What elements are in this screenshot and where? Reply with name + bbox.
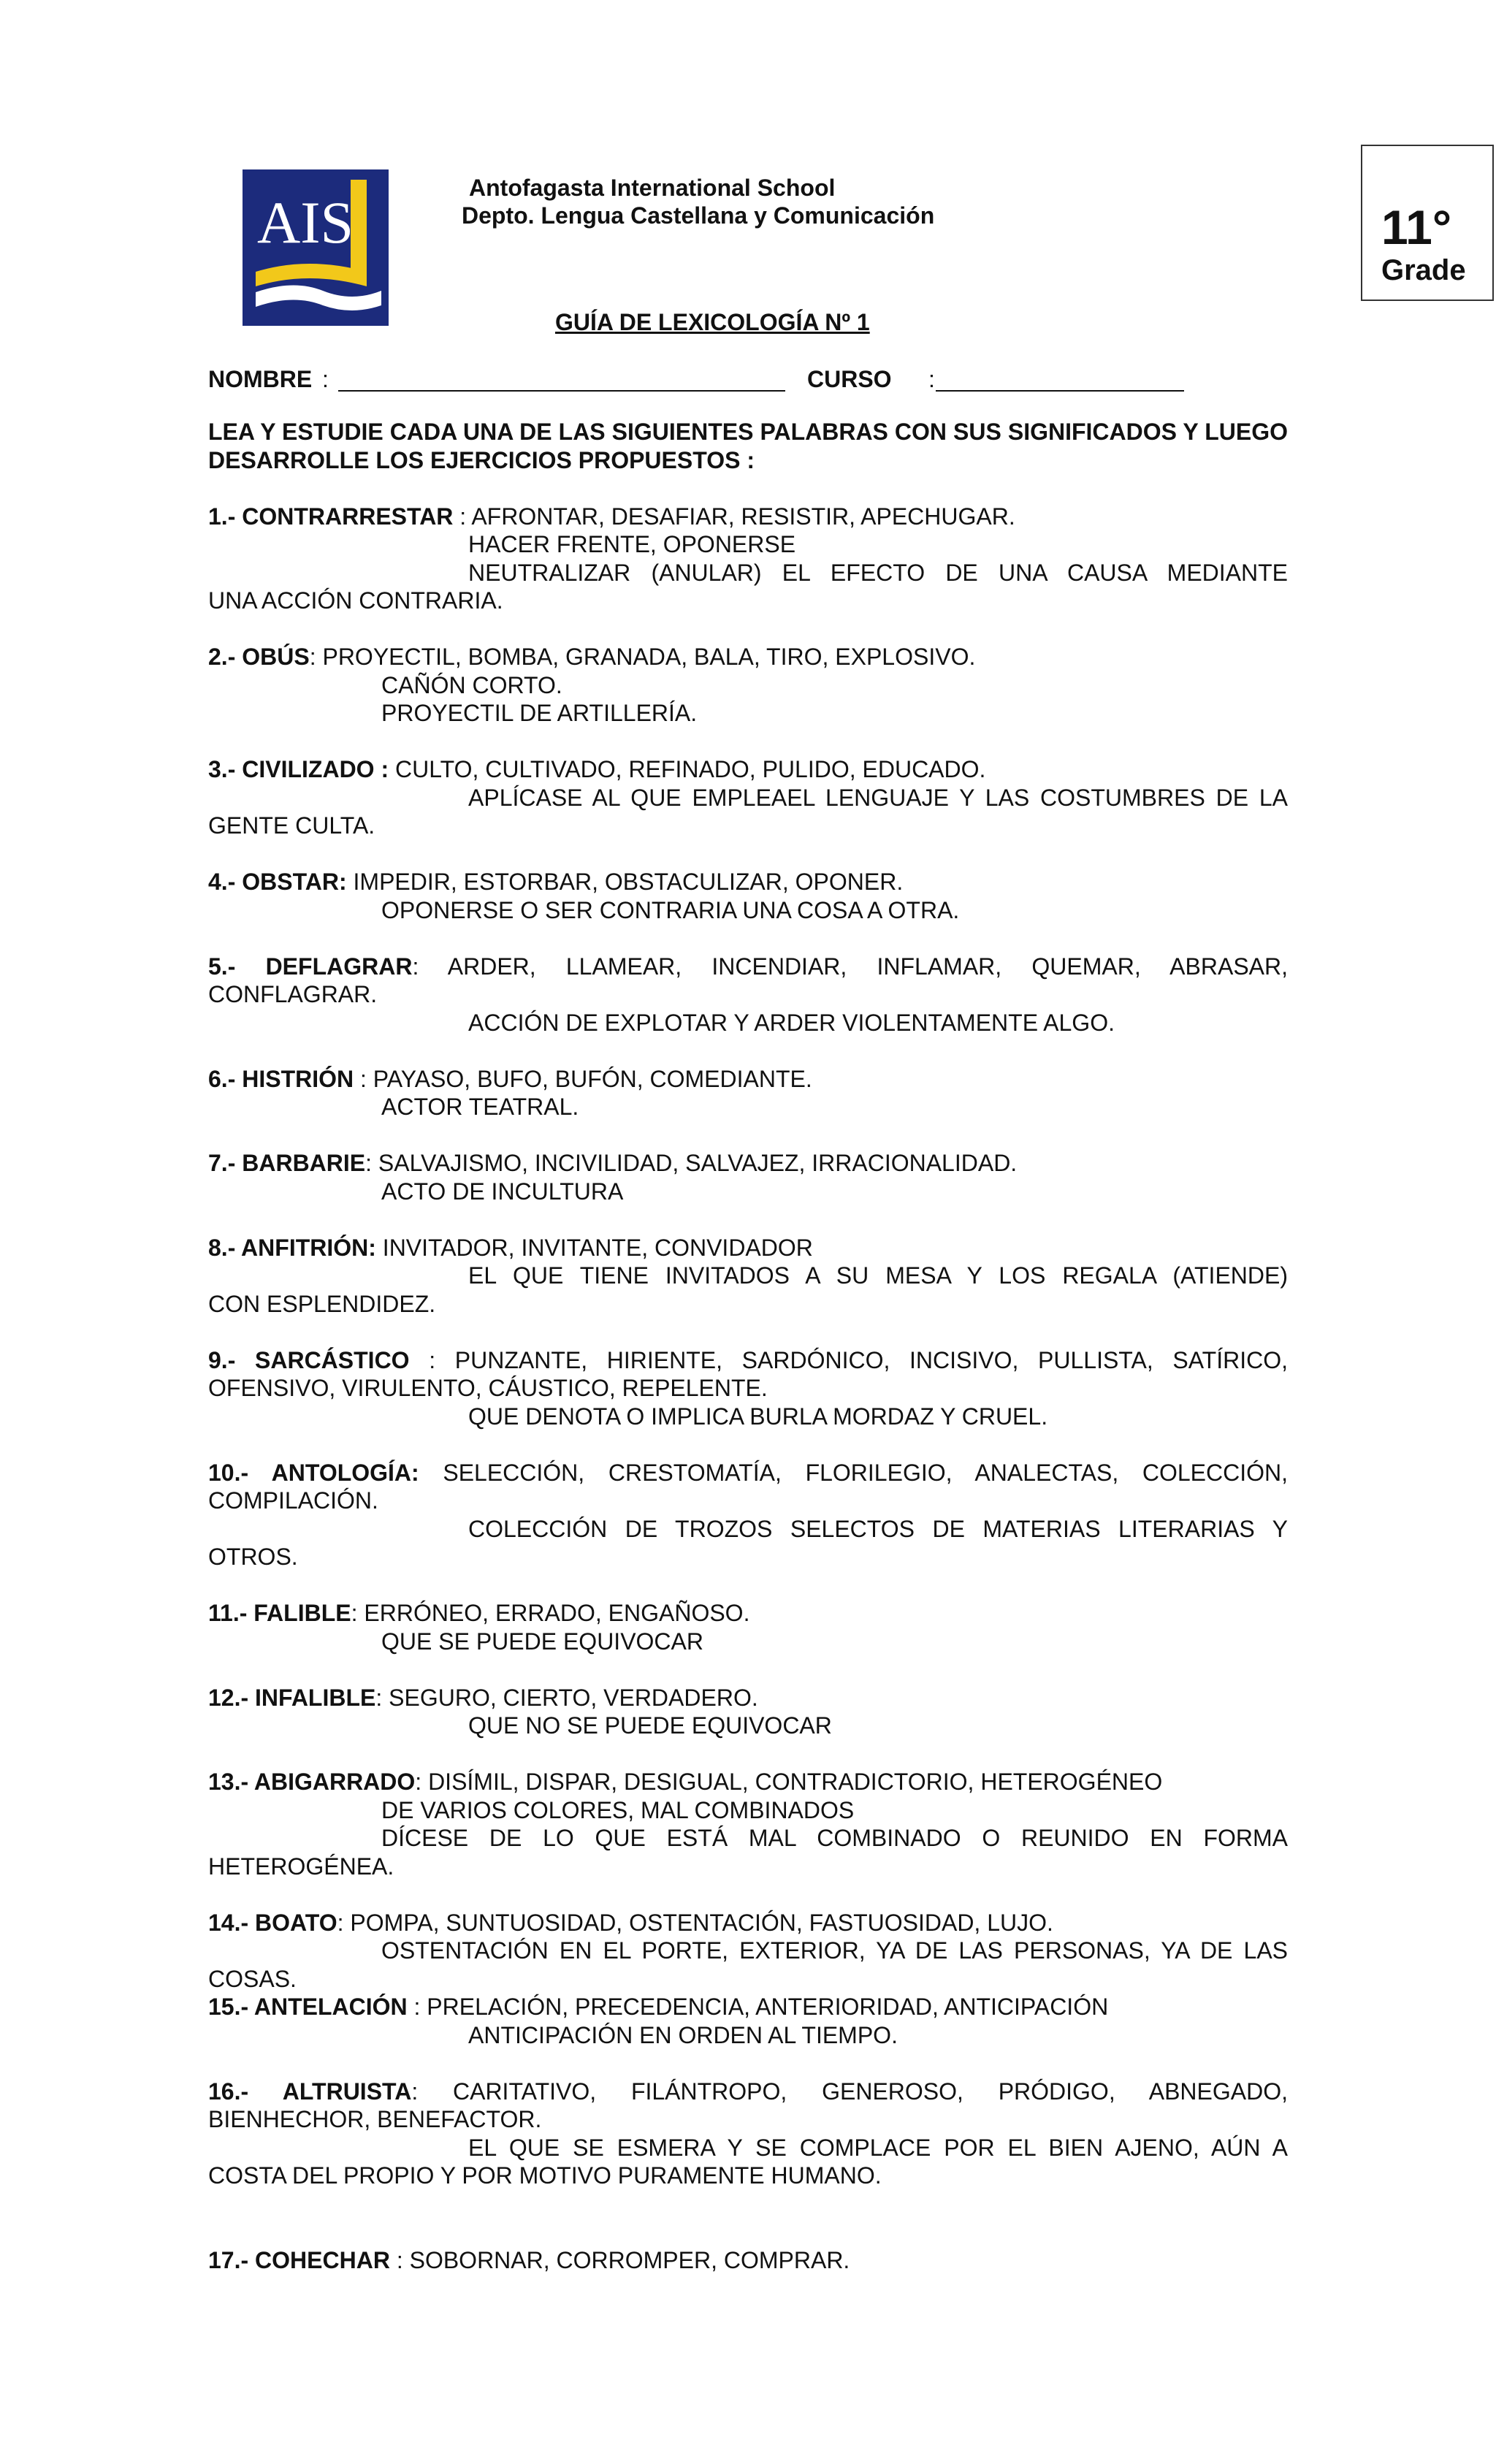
- entry-word: CONTRARRESTAR: [242, 503, 454, 530]
- entry-definition-line: APLÍCASE AL QUE EMPLEAEL LENGUAJE Y LAS COSTUMBRES DE LA: [468, 784, 1288, 811]
- entry-headline: [208, 755, 1288, 784]
- entry-word: FALIBLE: [253, 1600, 351, 1626]
- vocabulary-entry: [208, 953, 1288, 1037]
- entry-synonyms: : SALVAJISMO, INCIVILIDAD, SALVAJEZ, IRRACIONALIDAD.: [365, 1150, 1018, 1176]
- course-field[interactable]: [936, 390, 1184, 392]
- entry-headline: [208, 1684, 1288, 1712]
- entry-synonyms: INVITADOR, INVITANTE, CONVIDADOR: [375, 1234, 813, 1261]
- entry-word: ALTRUISTA: [282, 2078, 412, 2105]
- vocabulary-entry: [208, 755, 1288, 840]
- school-logo: [243, 169, 389, 326]
- vocabulary-entry: [208, 643, 1288, 728]
- entry-definition-line: CON ESPLENDIDEZ.: [208, 1290, 436, 1317]
- entry-definition-line: HACER FRENTE, OPONERSE: [468, 531, 796, 557]
- entry-definition-line: OFENSIVO, VIRULENTO, CÁUSTICO, REPELENTE.: [208, 1375, 768, 1401]
- entry-number: 10.-: [208, 1459, 272, 1486]
- entry-headline: [208, 1346, 1288, 1375]
- entry-synonyms: : ERRÓNEO, ERRADO, ENGAÑOSO.: [351, 1600, 750, 1626]
- entry-definition-line: COLECCIÓN DE TROZOS SELECTOS DE MATERIAS LITERARIAS Y: [468, 1515, 1288, 1542]
- entry-word: OBÚS: [242, 644, 310, 670]
- entry-definition-line: ACTO DE INCULTURA: [381, 1178, 624, 1205]
- entry-number: 14.-: [208, 1909, 256, 1936]
- entry-synonyms: : AFRONTAR, DESAFIAR, RESISTIR, APECHUGAR.: [453, 503, 1015, 530]
- entry-definition-line: ACTOR TEATRAL.: [381, 1094, 579, 1120]
- entry-number: 7.-: [208, 1150, 243, 1176]
- entry-definition-line: CONFLAGRAR.: [208, 981, 378, 1007]
- entry-synonyms: : SOBORNAR, CORROMPER, COMPRAR.: [389, 2246, 850, 2273]
- name-field[interactable]: [338, 390, 785, 392]
- entry-headline: [208, 2078, 1288, 2106]
- entry-number: 17.-: [208, 2246, 256, 2273]
- entry-number: 9.-: [208, 1346, 255, 1373]
- entry-definition-line: QUE DENOTA O IMPLICA BURLA MORDAZ Y CRUEL.: [468, 1403, 1048, 1430]
- vocabulary-entry: [208, 1459, 1288, 1571]
- entry-number: 12.-: [208, 1684, 256, 1711]
- entry-headline: [208, 503, 1288, 531]
- vocabulary-entry: [208, 1909, 1288, 1994]
- entry-definition-line: COMPILACIÓN.: [208, 1487, 378, 1514]
- grade-box: [1361, 145, 1494, 301]
- entry-number: 4.-: [208, 869, 243, 895]
- school-name: Antofagasta International School: [469, 175, 836, 201]
- vocabulary-entry: [208, 1599, 1288, 1655]
- grade-number: 11°: [1381, 200, 1452, 254]
- guide-title: GUÍA DE LEXICOLOGÍA Nº 1: [555, 309, 870, 335]
- vocabulary-list: [208, 503, 1288, 2275]
- entry-definition-line: UNA ACCIÓN CONTRARIA.: [208, 587, 503, 614]
- entry-synonyms: : PAYASO, BUFO, BUFÓN, COMEDIANTE.: [354, 1065, 812, 1092]
- entry-synonyms: : POMPA, SUNTUOSIDAD, OSTENTACIÓN, FASTUOSIDAD, LUJO.: [337, 1909, 1053, 1936]
- entry-number: 1.-: [208, 503, 243, 530]
- entry-word: SARCÁSTICO: [255, 1346, 410, 1373]
- name-label: NOMBRE: [208, 366, 313, 392]
- vocabulary-entry: [208, 2078, 1288, 2190]
- entry-headline: [208, 1234, 1288, 1262]
- entry-definition-line: EL QUE SE ESMERA Y SE COMPLACE POR EL BIEN AJENO, AÚN A: [468, 2134, 1288, 2161]
- course-colon: :: [928, 366, 935, 392]
- entry-synonyms: : ARDER, LLAMEAR, INCENDIAR, INFLAMAR, QUEMAR, ABRASAR,: [412, 953, 1289, 980]
- entry-number: 13.-: [208, 1769, 254, 1795]
- entry-definition-line: DÍCESE DE LO QUE ESTÁ MAL COMBINADO O REUNIDO EN FORMA: [381, 1825, 1288, 1851]
- entry-number: 6.-: [208, 1065, 243, 1092]
- entry-word: BARBARIE: [242, 1150, 366, 1176]
- entry-word: OBSTAR:: [242, 869, 347, 895]
- vocabulary-entry: [208, 868, 1288, 924]
- entry-headline: [208, 1459, 1288, 1487]
- entry-synonyms: : DISÍMIL, DISPAR, DESIGUAL, CONTRADICTORIO, HETEROGÉNEO: [415, 1769, 1163, 1795]
- vocabulary-entry: [208, 1993, 1288, 2049]
- entry-headline: [208, 1599, 1288, 1628]
- entry-word: BOATO: [255, 1909, 337, 1936]
- entry-word: ABIGARRADO: [253, 1769, 416, 1795]
- vocabulary-entry: [208, 1149, 1288, 1205]
- vocabulary-entry: [208, 1684, 1288, 1740]
- entry-definition-line: COSAS.: [208, 1965, 297, 1992]
- entry-headline: [208, 1149, 1288, 1178]
- entry-word: HISTRIÓN: [242, 1065, 354, 1092]
- entry-number: 2.-: [208, 644, 243, 670]
- entry-headline: [208, 868, 1288, 896]
- entry-headline: [208, 2246, 1288, 2275]
- entry-synonyms: IMPEDIR, ESTORBAR, OBSTACULIZAR, OPONER.: [346, 869, 904, 895]
- entry-synonyms: : PUNZANTE, HIRIENTE, SARDÓNICO, INCISIVO, PULLISTA, SATÍRICO,: [409, 1346, 1288, 1373]
- entry-definition-line: ANTICIPACIÓN EN ORDEN AL TIEMPO.: [468, 2021, 898, 2048]
- entry-number: 5.-: [208, 953, 266, 980]
- entry-definition-line: QUE SE PUEDE EQUIVOCAR: [381, 1628, 703, 1655]
- entry-headline: [208, 953, 1288, 981]
- entry-word: ANTOLOGÍA:: [271, 1459, 419, 1486]
- vocabulary-entry: [208, 1346, 1288, 1431]
- entry-synonyms: SELECCIÓN, CRESTOMATÍA, FLORILEGIO, ANALECTAS, COLECCIÓN,: [419, 1459, 1289, 1486]
- vocabulary-entry: [208, 1234, 1288, 1319]
- entry-headline: [208, 1065, 1288, 1094]
- entry-word: CIVILIZADO :: [242, 756, 389, 782]
- entry-definition-line: NEUTRALIZAR (ANULAR) EL EFECTO DE UNA CAUSA MEDIANTE: [468, 559, 1288, 586]
- entry-definition-line: COSTA DEL PROPIO Y POR MOTIVO PURAMENTE HUMANO.: [208, 2162, 882, 2189]
- entry-definition-line: OSTENTACIÓN EN EL PORTE, EXTERIOR, YA DE LAS PERSONAS, YA DE LAS: [381, 1937, 1288, 1964]
- entry-word: DEFLAGRAR: [265, 953, 413, 980]
- student-info-row: [208, 365, 1187, 394]
- name-colon: :: [322, 366, 329, 392]
- entry-definition-line: HETEROGÉNEA.: [208, 1853, 394, 1880]
- instructions: LEA Y ESTUDIE CADA UNA DE LAS SIGUIENTES PALABRAS CON SUS SIGNIFICADOS Y LUEGO DESARROLLE LOS EJERCICIOS PROPUESTOS :: [208, 419, 1288, 473]
- entry-definition-line: OPONERSE O SER CONTRARIA UNA COSA A OTRA.: [381, 896, 960, 923]
- vocabulary-entry: [208, 1768, 1288, 1880]
- ais-logo-graphic: [243, 169, 389, 326]
- entry-number: 11.-: [208, 1600, 254, 1626]
- entry-definition-line: EL QUE TIENE INVITADOS A SU MESA Y LOS REGALA (ATIENDE): [468, 1262, 1288, 1289]
- entry-headline: [208, 643, 1288, 671]
- vocabulary-entry: [208, 503, 1288, 615]
- entry-number: 15.-: [208, 1994, 254, 2020]
- entry-synonyms: : CARITATIVO, FILÁNTROPO, GENEROSO, PRÓDIGO, ABNEGADO,: [411, 2078, 1289, 2105]
- entry-synonyms: CULTO, CULTIVADO, REFINADO, PULIDO, EDUCADO.: [389, 756, 986, 782]
- entry-definition-line: ACCIÓN DE EXPLOTAR Y ARDER VIOLENTAMENTE ALGO.: [468, 1009, 1115, 1036]
- entry-word: INFALIBLE: [255, 1684, 376, 1711]
- department-name: Depto. Lengua Castellana y Comunicación: [462, 202, 935, 229]
- entry-synonyms: : SEGURO, CIERTO, VERDADERO.: [375, 1684, 758, 1711]
- logo-text: AIS: [257, 189, 354, 256]
- entry-word: COHECHAR: [255, 2246, 390, 2273]
- entry-word: ANTELACIÓN: [253, 1994, 408, 2020]
- entry-definition-line: PROYECTIL DE ARTILLERÍA.: [381, 700, 698, 726]
- entry-number: 3.-: [208, 756, 243, 782]
- vocabulary-entry: [208, 1065, 1288, 1121]
- entry-number: 8.-: [208, 1234, 242, 1261]
- entry-definition-line: OTROS.: [208, 1544, 298, 1570]
- entry-word: ANFITRIÓN:: [241, 1234, 376, 1261]
- entry-synonyms: : PROYECTIL, BOMBA, GRANADA, BALA, TIRO, EXPLOSIVO.: [309, 644, 976, 670]
- entry-number: 16.-: [208, 2078, 283, 2105]
- grade-label: Grade: [1381, 254, 1466, 286]
- entry-definition-line: CAÑÓN CORTO.: [381, 671, 562, 698]
- entry-headline: [208, 1993, 1288, 2021]
- vocabulary-entry: [208, 2246, 1288, 2275]
- entry-definition-line: DE VARIOS COLORES, MAL COMBINADOS: [381, 1796, 855, 1823]
- entry-synonyms: : PRELACIÓN, PRECEDENCIA, ANTERIORIDAD, ANTICIPACIÓN: [407, 1994, 1109, 2020]
- worksheet-content: [208, 418, 1288, 2303]
- entry-definition-line: GENTE CULTA.: [208, 812, 375, 839]
- entry-definition-line: QUE NO SE PUEDE EQUIVOCAR: [468, 1712, 832, 1739]
- course-label: CURSO: [807, 366, 892, 392]
- entry-definition-line: BIENHECHOR, BENEFACTOR.: [208, 2106, 542, 2132]
- entry-headline: [208, 1909, 1288, 1937]
- entry-headline: [208, 1768, 1288, 1796]
